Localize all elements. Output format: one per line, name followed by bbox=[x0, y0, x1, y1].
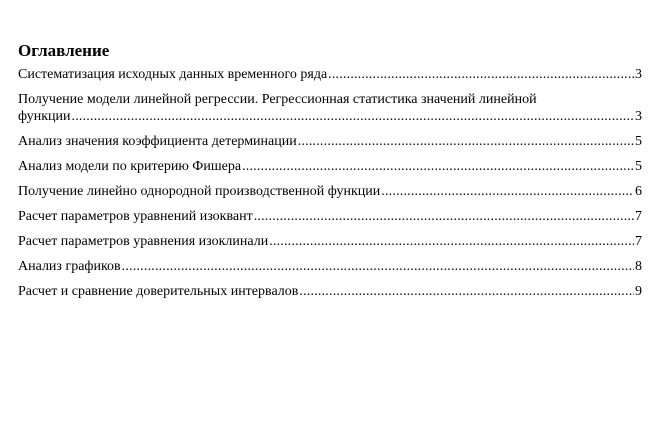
toc-entry-page: 7 bbox=[635, 234, 642, 249]
toc-leader-dots bbox=[328, 66, 634, 83]
toc-entry-page: 5 bbox=[635, 159, 642, 174]
toc-entry-page: 8 bbox=[635, 259, 642, 274]
toc-title: Оглавление bbox=[18, 41, 110, 60]
document-page bbox=[18, 41, 642, 308]
toc-entry-page: 3 bbox=[635, 109, 642, 124]
toc-entry[interactable] bbox=[18, 233, 642, 250]
toc-entry[interactable] bbox=[18, 183, 642, 200]
toc-entry-label: Систематизация исходных данных временного ряда bbox=[18, 67, 328, 82]
toc-entry[interactable] bbox=[18, 133, 642, 150]
toc-entry-label: Расчет параметров уравнений изоквант bbox=[18, 209, 253, 224]
toc-leader-dots bbox=[122, 258, 634, 275]
toc-entry[interactable] bbox=[18, 283, 642, 300]
toc-entry-page: 5 bbox=[635, 134, 642, 149]
toc-entry-label: Расчет параметров уравнения изоклинали bbox=[18, 234, 269, 249]
toc-entry-label: Расчет и сравнение доверительных интервалов bbox=[18, 284, 299, 299]
toc-leader-dots bbox=[299, 283, 634, 300]
toc-entry-label-line1: Получение модели линейной регрессии. Регрессионная статистика значений линейной bbox=[18, 92, 537, 107]
toc-leader-dots bbox=[72, 108, 635, 125]
toc-entry[interactable] bbox=[18, 158, 642, 175]
toc-entry-label: Анализ значения коэффициента детерминации bbox=[18, 134, 297, 149]
toc-leader-dots bbox=[269, 233, 634, 250]
toc-entry-second-line bbox=[18, 108, 642, 125]
toc-entry-label: Получение линейно однородной производственной функции bbox=[18, 184, 381, 199]
toc-entry-page: 9 bbox=[635, 284, 642, 299]
toc-list bbox=[18, 66, 642, 300]
toc-leader-dots bbox=[298, 133, 634, 150]
toc-entry-page: 3 bbox=[635, 67, 642, 82]
toc-entry[interactable] bbox=[18, 258, 642, 275]
toc-entry[interactable] bbox=[18, 66, 642, 83]
toc-entry-page: 6 bbox=[635, 184, 642, 199]
toc-leader-dots bbox=[381, 183, 634, 200]
toc-leader-dots bbox=[254, 208, 634, 225]
toc-entry[interactable] bbox=[18, 91, 642, 125]
toc-entry-page: 7 bbox=[635, 209, 642, 224]
toc-leader-dots bbox=[242, 158, 634, 175]
toc-entry[interactable] bbox=[18, 208, 642, 225]
toc-entry-label: Анализ графиков bbox=[18, 259, 121, 274]
toc-entry-label-line2: функции bbox=[18, 109, 71, 124]
toc-entry-label: Анализ модели по критерию Фишера bbox=[18, 159, 242, 174]
